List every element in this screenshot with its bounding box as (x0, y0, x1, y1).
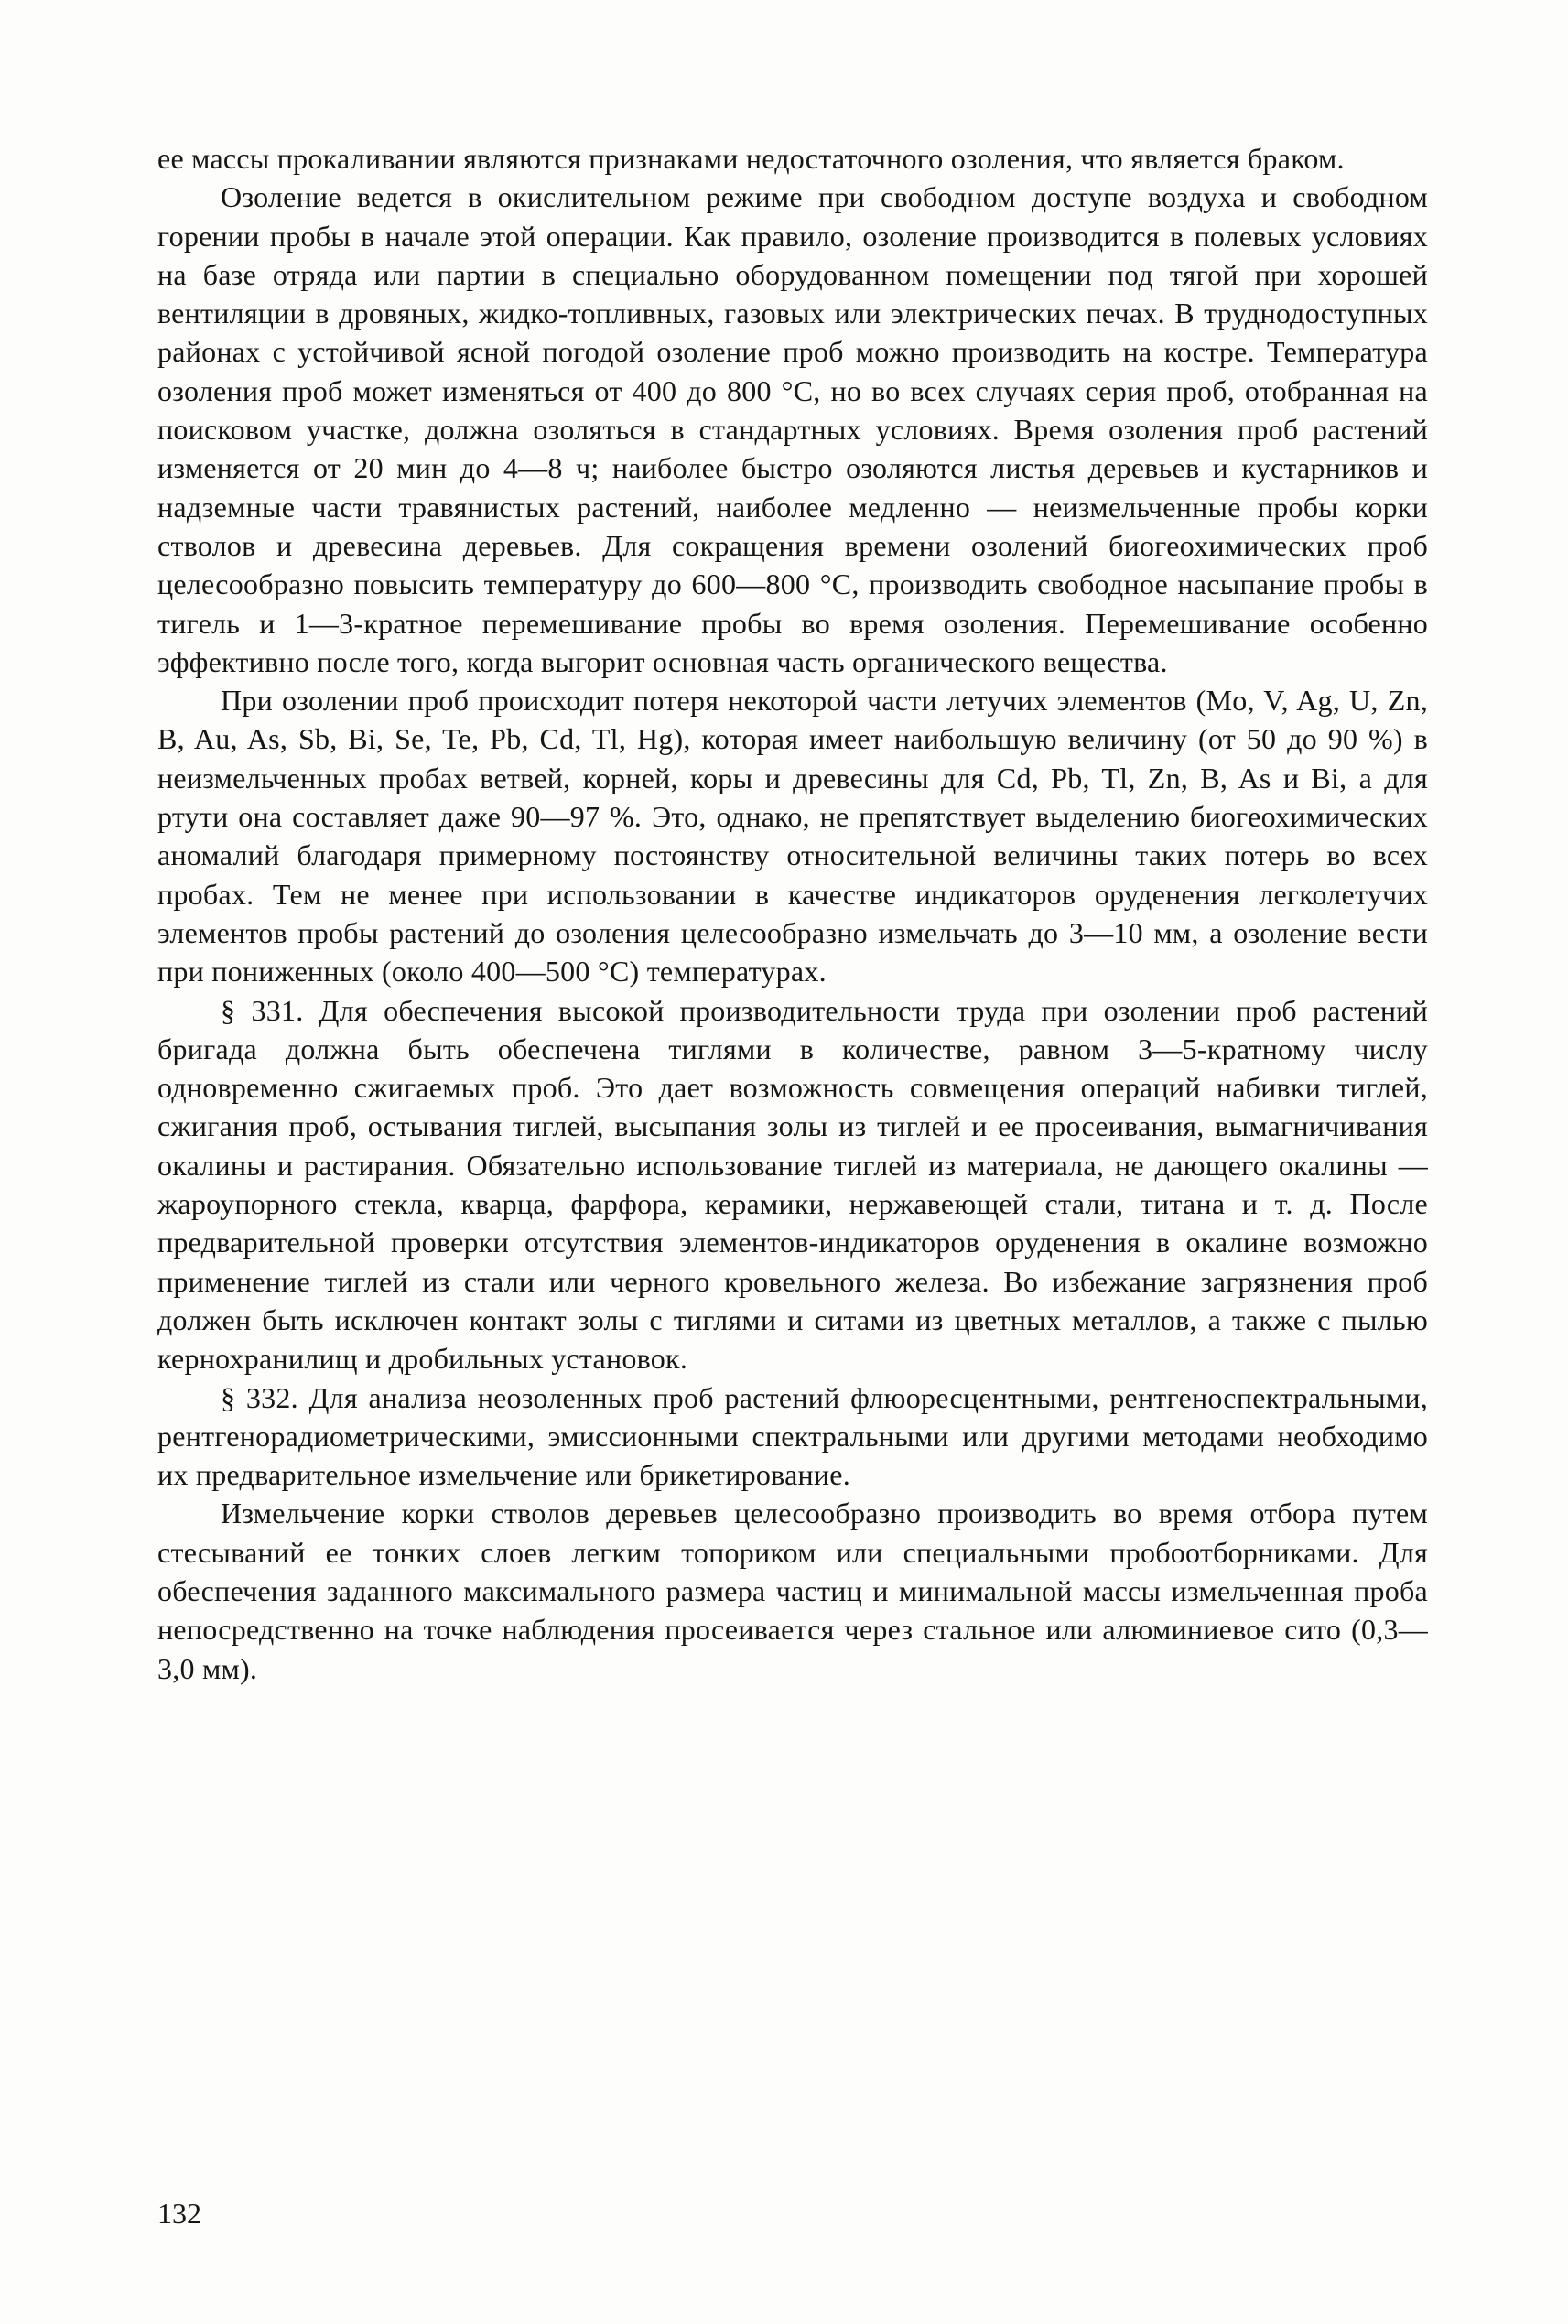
paragraph-section-331: § 331. Для обеспечения высокой производительности труда при озолении проб растений бригада должна быть обеспечена тиглями в количестве, равном 3—5-кратному числу одновременно сжигаемых проб. Это дает возможность совмещения операций набивки тиглей, сжигания проб, остывания тиглей, высыпания золы из тиглей и ее просеивания, вымагничивания окалины и растирания. Обязательно использование тиглей из материала, не дающего окалины — жароупорного стекла, кварца, фарфора, керамики, нержавеющей стали, титана и т. д. После предварительной проверки отсутствия элементов-индикаторов оруденения в окалине возможно применение тиглей из стали или черного кровельного железа. Во избежание загрязнения проб должен быть исключен контакт золы с тиглями и ситами из цветных металлов, а также с пылью кернохранилищ и дробильных установок. (157, 993, 1428, 1376)
paragraph-section-332: § 332. Для анализа неозоленных проб растений флюоресцентными, рентгеноспектральными, рентгенорадиометрическими, эмиссионными спектральными или другими методами необходимо их предварительное измельчение или брикетирование. (157, 1380, 1428, 1492)
body-text (157, 139, 1428, 1688)
paragraph-bark-grinding: Измельчение корки стволов деревьев целесообразно производить во время отбора путем стесываний ее тонких слоев легким топориком или специальными пробоотборниками. Для обеспечения заданного максимального размера частиц и минимальной массы измельченная проба непосредственно на точке наблюдения просеивается через стальное или алюминиевое сито (0,3—3,0 мм). (157, 1497, 1428, 1685)
page-number: 132 (157, 2197, 201, 2230)
paragraph-ashing-mode: Озоление ведется в окислительном режиме при свободном доступе воздуха и свободном горении пробы в начале этой операции. Как правило, озоление производится в полевых условиях на базе отряда или партии в специально оборудованном помещении под тягой при хорошей вентиляции в дровяных, жидко-топливных, газовых или электрических печах. В труднодоступных районах с устойчивой ясной погодой озоление проб можно производить на костре. Температура озоления проб может изменяться от 400 до 800 °С, но во всех случаях серия проб, отобранная на поисковом участке, должна озоляться в стандартных условиях. Время озоления проб растений изменяется от 20 мин до 4—8 ч; наиболее быстро озоляются листья деревьев и кустарников и надземные части травянистых растений, наиболее медленно — неизмельченные пробы корки стволов и древесина деревьев. Для сокращения времени озолений биогеохимических проб целесообразно повысить температуру до 600—800 °С, производить свободное насыпание пробы в тигель и 1—3-кратное перемешивание пробы во время озоления. Перемешивание особенно эффективно после того, когда выгорит основная часть органического вещества. (157, 180, 1428, 678)
paragraph-volatile-elements: При озолении проб происходит потеря некоторой части летучих элементов (Mo, V, Ag, U, Zn, B, Au, As, Sb, Bi, Se, Te, Pb, Cd, Tl, Hg), которая имеет наибольшую величину (от 50 до 90 %) в неизмельченных пробах ветвей, корней, коры и древесины для Cd, Pb, Tl, Zn, B, As и Bi, а для ртути она составляет даже 90—97 %. Это, однако, не препятствует выделению биогеохимических аномалий благодаря примерному постоянству относительной величины таких потерь во всех пробах. Тем не менее при использовании в качестве индикаторов оруденения легколетучих элементов пробы растений до озоления целесообразно измельчать до 3—10 мм, а озоление вести при пониженных (около 400—500 °С) температурах. (157, 684, 1428, 989)
paragraph-continuation: ее массы прокаливании являются признаками недостаточного озоления, что является браком. (157, 142, 1345, 175)
